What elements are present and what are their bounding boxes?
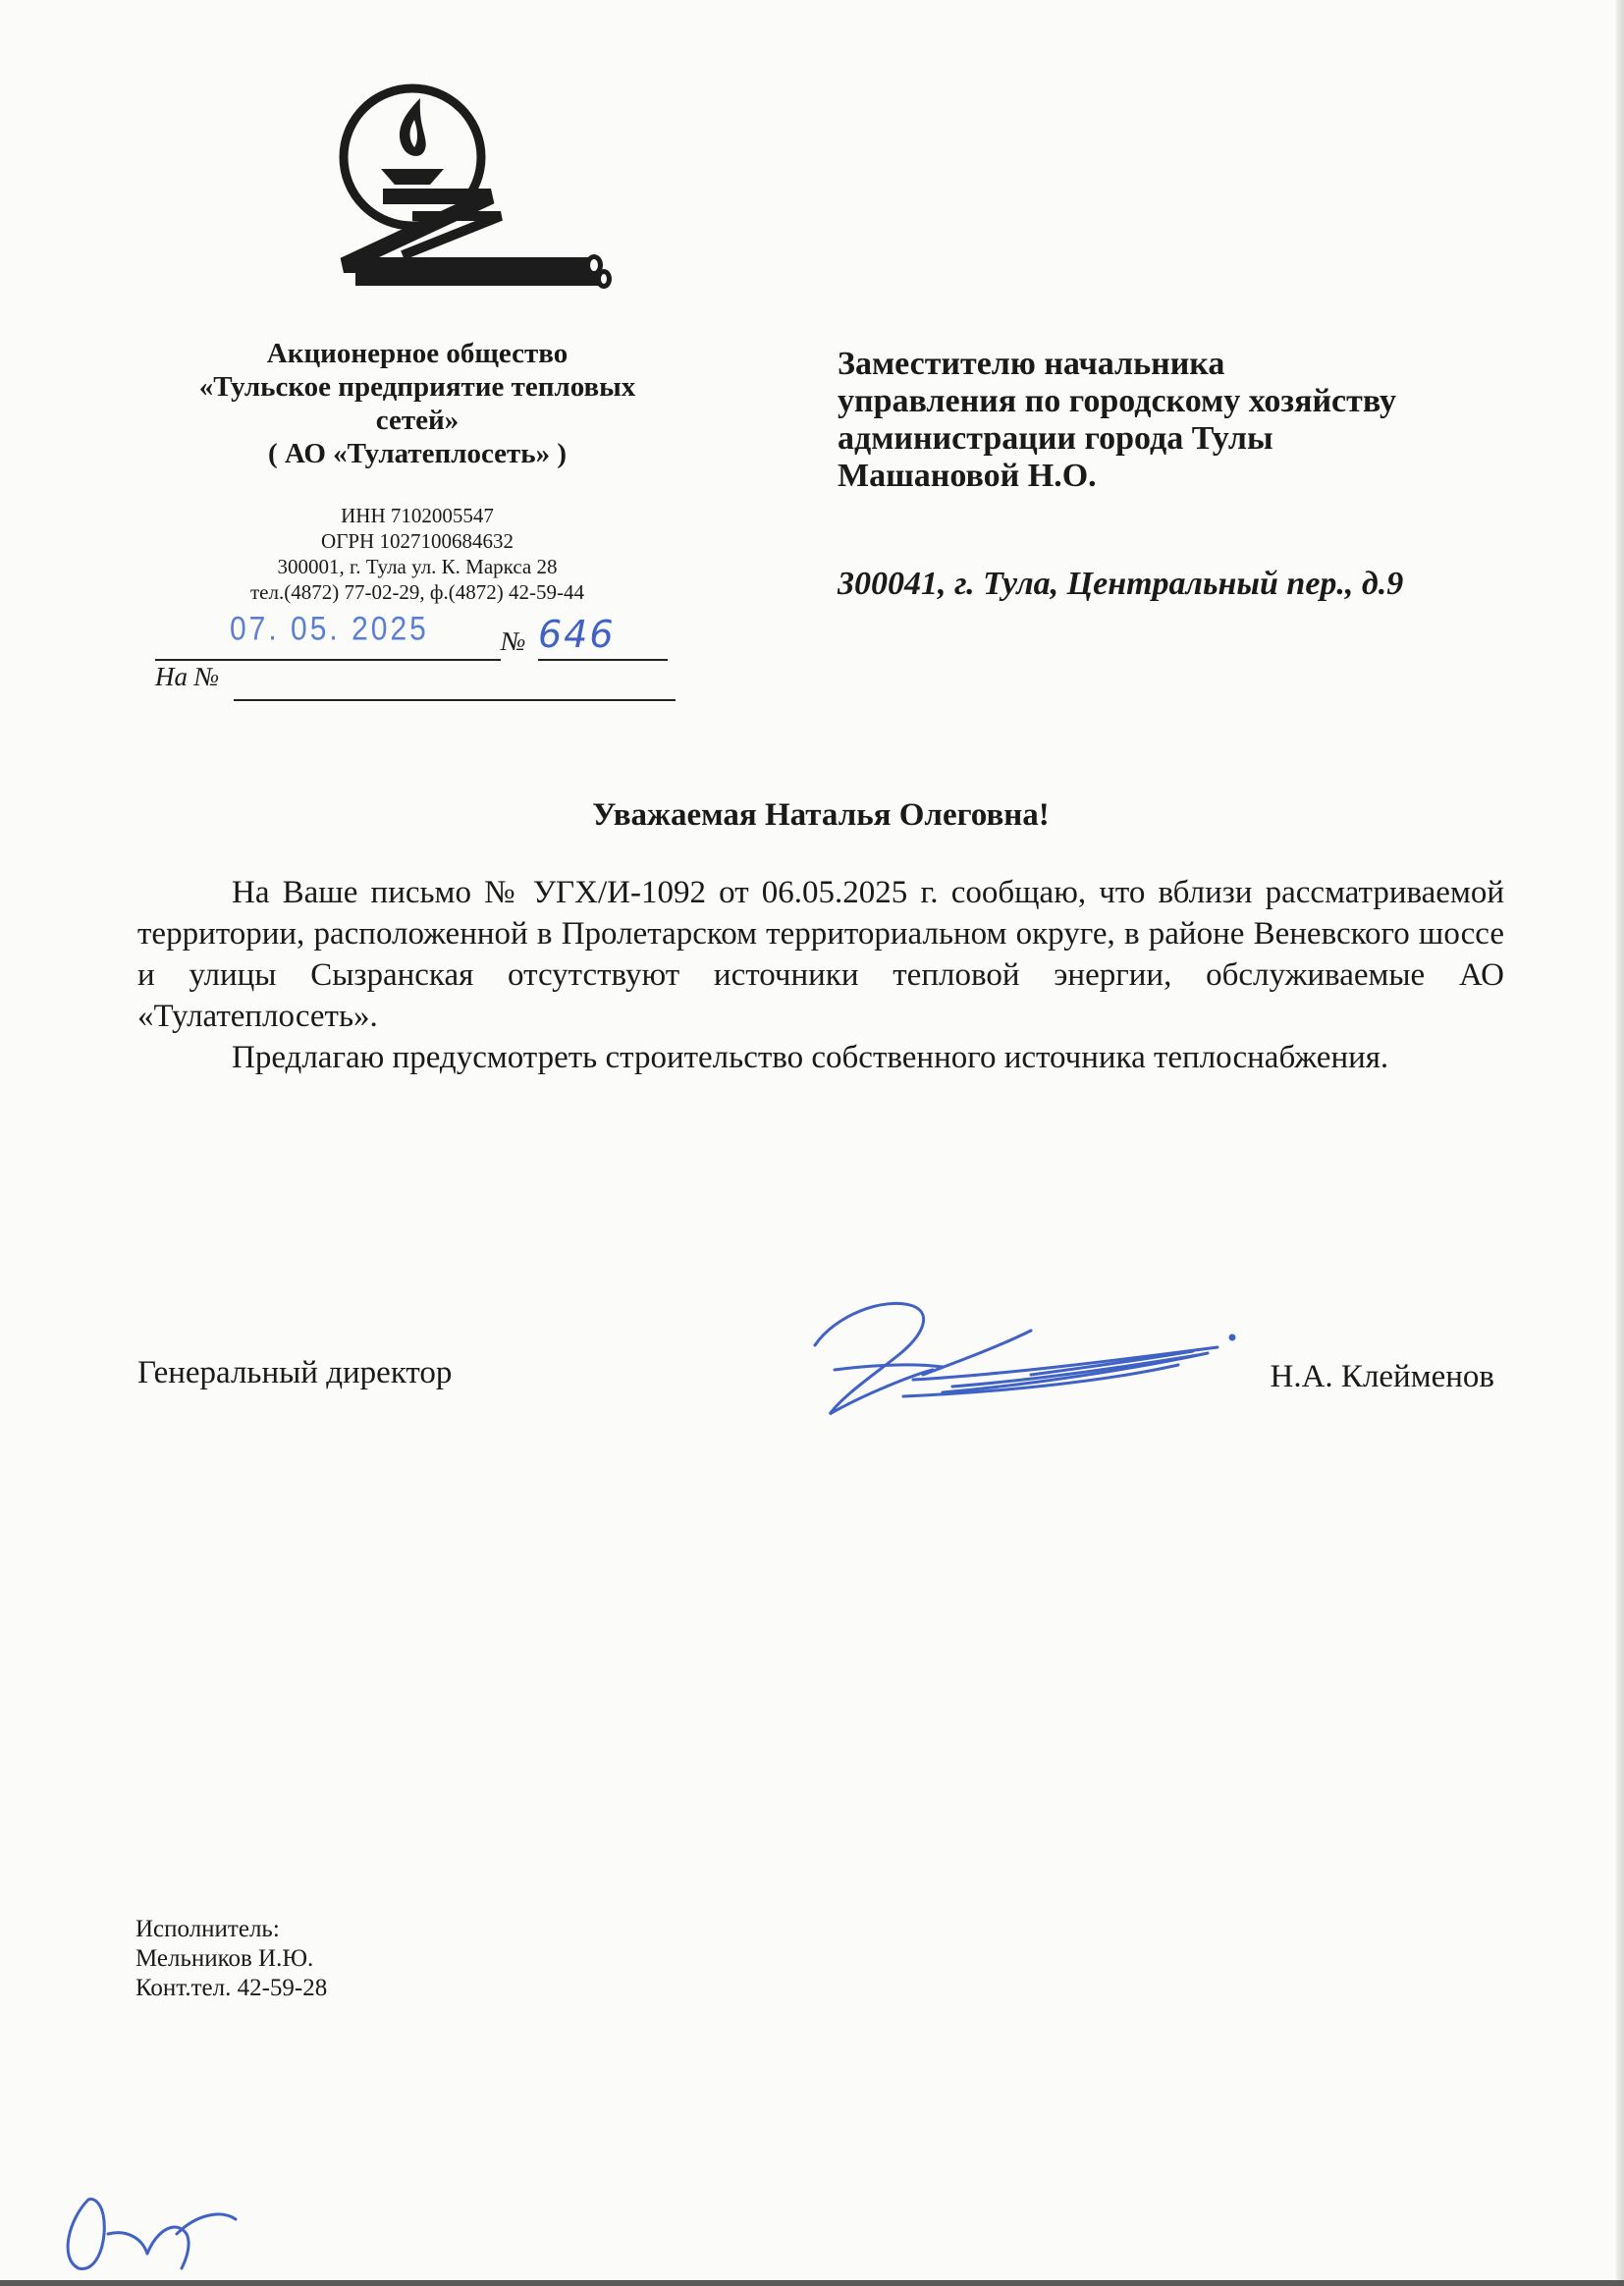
paragraph: На Ваше письмо № УГХ/И-1092 от 06.05.2025 г. сообщаю, что вблизи рассматриваемой территории, расположенной в Пролетарском территориальном округе, в районе Веневского шоссе и улицы Сызранская отсутствуют источники тепловой энергии, обслуживаемые АО «Тулатеплосеть». <box>137 875 1504 1034</box>
handwritten-initials-icon <box>49 2160 245 2278</box>
paragraph: Предлагаю предусмотреть строительство собственного источника теплоснабжения. <box>232 1040 1389 1075</box>
company-logo-icon <box>265 69 628 314</box>
sender-organization <box>137 337 697 470</box>
letter-body <box>137 872 1504 1078</box>
org-line: «Тульское предприятие тепловых <box>198 371 636 403</box>
executor-phone: Конт.тел. 42-59-28 <box>135 1975 328 2001</box>
addressee-line: Заместителю начальника <box>838 346 1225 382</box>
sender-phone: тел.(4872) 77-02-29, ф.(4872) 42-59-44 <box>249 580 585 604</box>
scan-border <box>0 2280 1624 2286</box>
org-line: сетей» <box>375 405 460 436</box>
handwritten-number: 646 <box>538 613 616 656</box>
in-reply-line <box>155 662 676 701</box>
date-underline <box>155 659 501 661</box>
executor-label: Исполнитель: <box>135 1916 280 1942</box>
org-line: Акционерное общество <box>266 338 568 369</box>
number-underline <box>538 659 668 661</box>
executor-name: Мельников И.Ю. <box>135 1945 314 1972</box>
org-line: ( АО «Тулатеплосеть» ) <box>267 438 568 469</box>
number-label: № <box>501 626 526 656</box>
signer-position: Генеральный директор <box>137 1355 453 1390</box>
salutation: Уважаемая Наталья Олеговна! <box>592 797 1050 833</box>
sender-address: 300001, г. Тула ул. К. Маркса 28 <box>277 555 558 578</box>
addressee-line: управления по городскому хозяйству <box>838 383 1397 419</box>
inn: ИНН 7102005547 <box>341 504 494 527</box>
sender-requisites <box>137 503 697 605</box>
addressee-line: администрации города Тулы <box>838 420 1273 457</box>
executor-block <box>135 1915 327 2003</box>
handwritten-signature-icon <box>805 1277 1257 1434</box>
reply-underline <box>234 699 676 701</box>
addressee-line: Машановой Н.О. <box>838 458 1097 494</box>
ogrn: ОГРН 1027100684632 <box>321 529 514 553</box>
paper-edge <box>1616 0 1624 2286</box>
addressee-address: 300041, г. Тула, Центральный пер., д.9 <box>838 566 1404 602</box>
date-stamp: 07. 05. 2025 <box>230 610 429 648</box>
addressee <box>838 346 1525 495</box>
signer-name: Н.А. Клейменов <box>1270 1359 1494 1394</box>
reply-label: На № <box>155 662 220 691</box>
